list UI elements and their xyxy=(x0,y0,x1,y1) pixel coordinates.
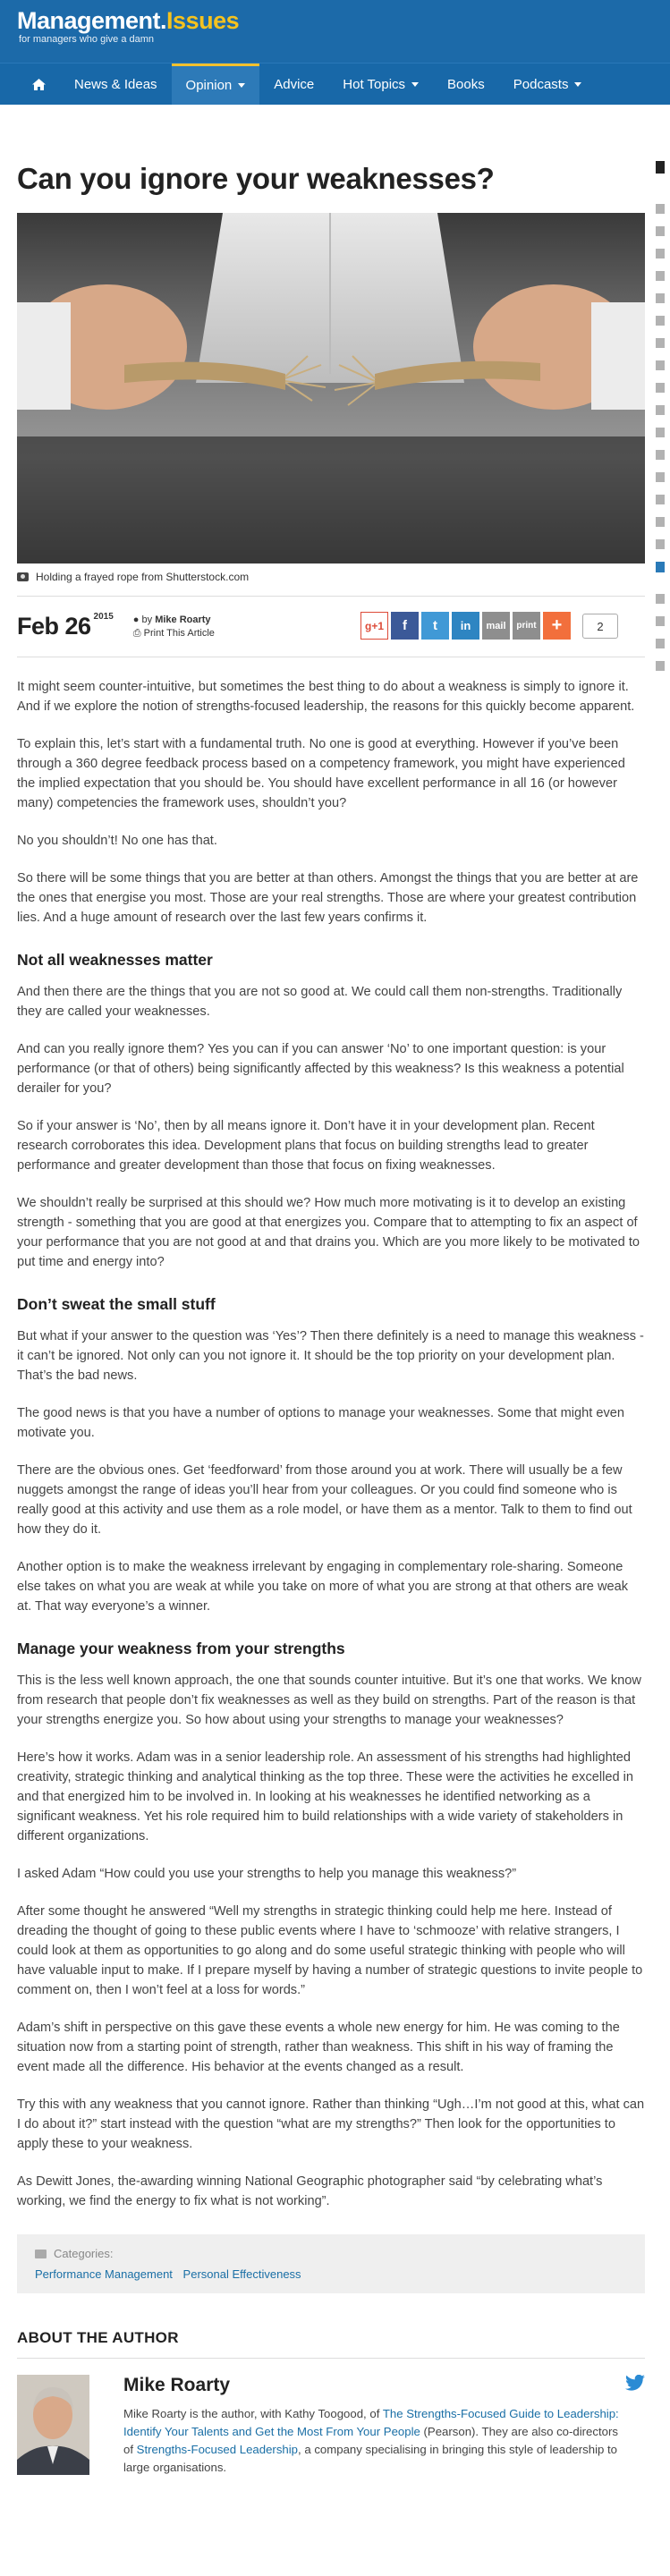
chevron-down-icon xyxy=(411,82,419,87)
article-column xyxy=(17,161,645,2491)
sidebar-item[interactable] xyxy=(656,539,665,549)
twitter-icon: t xyxy=(433,618,437,633)
nav-item-podcasts[interactable] xyxy=(499,64,597,105)
about-author-heading: ABOUT THE AUTHOR xyxy=(17,2329,645,2359)
mail-icon: mail xyxy=(486,620,506,631)
article-paragraph: We shouldn’t really be surprised at this should we? How much more motivating is it to develop an existing strength - something that you are good at that energizes you. Compare that to attempting to fix an aspect of your performance that you are not good at and that drains you. Which are you more likely to be motivated to put time and energy into? xyxy=(17,1196,640,1269)
twitter-share-button[interactable] xyxy=(421,612,449,640)
chevron-down-icon xyxy=(574,82,581,87)
google-plus-icon: g+1 xyxy=(364,619,384,632)
nav-item-books[interactable] xyxy=(433,64,499,105)
company-link[interactable]: Strengths-Focused Leadership xyxy=(136,2443,299,2456)
email-share-button[interactable] xyxy=(482,612,510,640)
share-bar xyxy=(360,612,618,640)
home-icon xyxy=(32,79,46,90)
main-nav xyxy=(0,63,670,105)
article-paragraph: So there will be some things that you are better at than others. Amongst the things that you are better at are the ones that energise you most. Those are your real strengths. Those are where your greatest contribution lies. And a huge amount of research over the last few years confirms it. xyxy=(17,871,639,925)
section-heading: Manage your weakness from your strengths xyxy=(17,1640,345,1657)
sidebar-item[interactable] xyxy=(656,405,665,415)
byline xyxy=(133,614,215,640)
twitter-icon xyxy=(625,2375,645,2391)
image-caption xyxy=(17,571,645,583)
sidebar-heading xyxy=(656,161,665,174)
author-name[interactable]: Mike Roarty xyxy=(155,614,211,625)
article-paragraph: Here’s how it works. Adam was in a senior leadership role. An assessment of his strengths had highlighted creativity, strategic thinking and analytical thinking as the top three. These were the activities he excelled in and that energized him to be involved in. In looking at his weaknesses he identified networking as a significant weakness. Yet his role required him to build relationships with a wide variety of stakeholders in different organizations. xyxy=(17,1750,633,1843)
home-button[interactable] xyxy=(18,64,60,105)
linkedin-share-button[interactable] xyxy=(452,612,479,640)
author-bio xyxy=(123,2405,624,2477)
sidebar-item[interactable] xyxy=(656,428,665,437)
caption-text: Holding a frayed rope from Shutterstock.com xyxy=(36,571,250,583)
google-plus-button[interactable] xyxy=(360,612,388,640)
sidebar-item[interactable] xyxy=(656,204,665,214)
user-icon: ● xyxy=(132,614,142,625)
article-meta xyxy=(17,597,645,657)
bio-text: (Pearson). They are also co-directors of xyxy=(123,2425,618,2456)
site-logo[interactable] xyxy=(17,7,239,45)
nav-item-opinion[interactable] xyxy=(172,64,260,105)
sidebar-item[interactable] xyxy=(656,360,665,370)
category-link[interactable]: Performance Management xyxy=(35,2267,173,2281)
category-link[interactable]: Personal Effectiveness xyxy=(182,2267,301,2281)
folder-icon xyxy=(35,2250,47,2258)
author-name-heading: Mike Roarty xyxy=(123,2375,231,2395)
sidebar-item[interactable] xyxy=(656,639,665,648)
sidebar-item[interactable] xyxy=(656,450,665,460)
sidebar-item[interactable] xyxy=(656,293,665,303)
article-date: Feb 26 xyxy=(17,613,91,640)
sidebar-item[interactable] xyxy=(656,383,665,393)
print-icon: print xyxy=(516,621,537,631)
print-article-link[interactable] xyxy=(133,627,215,640)
categories-box xyxy=(17,2234,645,2293)
sidebar-item[interactable] xyxy=(656,661,665,671)
avatar xyxy=(17,2375,89,2475)
nav-label: Advice xyxy=(274,76,315,92)
nav-item-advice[interactable] xyxy=(259,64,328,105)
nav-label: Books xyxy=(447,76,485,92)
site-tagline: for managers who give a damn xyxy=(19,34,155,45)
twitter-link[interactable] xyxy=(625,2375,645,2394)
nav-label: Podcasts xyxy=(513,76,569,92)
logo-main-text: Management. xyxy=(17,7,167,34)
more-share-button[interactable] xyxy=(543,612,571,640)
share-count: 2 xyxy=(582,614,618,639)
nav-label: Hot Topics xyxy=(343,76,406,92)
bio-text: Mike Roarty is the author, with Kathy Toogood, of xyxy=(123,2407,383,2420)
sidebar-item[interactable] xyxy=(656,594,665,604)
article-paragraph: As Dewitt Jones, the-awarding winning National Geographic photographer said “by celebrating what’s working, we find the energy to fix what is not working”. xyxy=(17,2174,603,2208)
bio-text: , a company specialising in bringing this style of leadership to large organisations. xyxy=(123,2443,618,2474)
sidebar-item[interactable] xyxy=(656,271,665,281)
article-paragraph: I asked Adam “How could you use your strengths to help you manage this weakness?” xyxy=(17,1867,517,1881)
sidebar-item[interactable] xyxy=(656,472,665,482)
sidebar-item[interactable] xyxy=(656,616,665,626)
article-paragraph: This is the less well known approach, the one that sounds counter intuitive. But it’s one that works. We know from research that people don’t fix weaknesses as well as they build on strengths. Part of the reason is that your strengths energize you. So how about using your strengths to manage your weaknesses? xyxy=(17,1674,641,1727)
article-paragraph: But what if your answer to the question was ‘Yes’? Then there definitely is a need to manage this weakness - it can’t be ignored. Not only can you not ignore it. It should be the top priority on your development plan. That’s the bad news. xyxy=(17,1329,644,1383)
article-paragraph: Another option is to make the weakness irrelevant by engaging in complementary role-sharing. Someone else takes on what you are weak at while you take on more of what you are strong at that others are weak at. That way everyone’s a winner. xyxy=(17,1560,629,1614)
article-paragraph: Adam’s shift in perspective on this gave these events a whole new energy for him. He was coming to the situation now from a starting point of strength, rather than weakness. This shift in his way of framing the event made all the difference. His behavior at the events changed as a result. xyxy=(17,2021,620,2074)
sidebar-item[interactable] xyxy=(656,338,665,348)
camera-icon xyxy=(17,572,29,581)
categories-label: Categories: xyxy=(54,2247,114,2260)
print-share-button[interactable] xyxy=(513,612,540,640)
sidebar-item[interactable] xyxy=(656,495,665,504)
linkedin-icon: in xyxy=(460,619,471,632)
chevron-down-icon xyxy=(238,83,245,88)
article-paragraph: And can you really ignore them? Yes you can if you can answer ‘No’ to one important question: is your performance (or that of others) being significantly affected by this weakness? Is this weakness a potential derailer for you? xyxy=(17,1042,624,1096)
sidebar-item[interactable] xyxy=(656,249,665,258)
section-heading: Don’t sweat the small stuff xyxy=(17,1295,216,1313)
article-paragraph: No you shouldn’t! No one has that. xyxy=(17,834,217,848)
article-paragraph: The good news is that you have a number of options to manage your weaknesses. Some that might even motivate you. xyxy=(17,1406,625,1440)
article-year: 2015 xyxy=(93,612,114,622)
site-header xyxy=(0,0,670,63)
plus-icon: + xyxy=(551,615,563,635)
article-hero-image xyxy=(17,213,645,564)
nav-item-news-ideas[interactable] xyxy=(60,64,172,105)
section-heading: Not all weaknesses matter xyxy=(17,951,213,969)
nav-label: Opinion xyxy=(185,78,233,93)
article-paragraph: After some thought he answered “Well my strengths in strategic thinking could help me here. Instead of dreading the thought of going to these public events where I have to ‘schmooze’ with relative strangers, I could look at them as opportunities to go along and do some useful strategic thinking with people who will have valuable input to make. If I prepare myself by having a number of strategic questions to invite people to comment on, then I won’t feel at a loss for words.” xyxy=(17,1904,643,1997)
print-label: Print This Article xyxy=(143,627,215,639)
article-body xyxy=(17,677,645,2211)
print-icon: ⎙ xyxy=(132,627,144,639)
article-paragraph: So if your answer is ‘No’, then by all means ignore it. Don’t have it in your development plan. Recent research corroborates this idea. Development plans that focus on building strengths lead to greater performance and greater development than those that focus on fixing weaknesses. xyxy=(17,1119,595,1173)
sidebar-item[interactable] xyxy=(656,517,665,527)
sidebar-tab[interactable] xyxy=(656,562,665,572)
logo-accent-text: Issues xyxy=(166,7,240,34)
sidebar-item[interactable] xyxy=(656,226,665,236)
nav-label: News & Ideas xyxy=(74,76,157,92)
article-paragraph: Try this with any weakness that you cannot ignore. Rather than thinking “Ugh…I’m not good at this, what can I do about it?” start instead with the question “what are my strengths?” Then look for the opportunities to apply these to your weakness. xyxy=(17,2097,645,2151)
article-paragraph: And then there are the things that you are not so good at. We could call them non-strengths. Traditionally they are called your weaknesses. xyxy=(17,985,623,1019)
article-paragraph: There are the obvious ones. Get ‘feedforward’ from those around you at work. There will usually be a few nuggets amongst the range of ideas you’ll hear from your colleagues. Or you could find someone who is really good at this activity and use them as a role model, or have them as a mentor. Talk to them to find out how they do it. xyxy=(17,1463,632,1537)
author-box xyxy=(17,2375,645,2491)
author-prefix: by xyxy=(141,614,153,625)
nav-item-hot-topics[interactable] xyxy=(328,64,433,105)
page-title: Can you ignore your weaknesses? xyxy=(17,162,495,195)
article-paragraph: To explain this, let’s start with a fundamental truth. No one is good at everything. However if you’ve been through a 360 degree feedback process based on a competency framework, you might have experienced the implied expectation that you should be. You should have excellent performance in all 16 (or however many) competencies the framework uses, shouldn’t you? xyxy=(17,737,625,810)
sidebar-item[interactable] xyxy=(656,316,665,326)
book-link[interactable]: The Strengths-Focused Guide to Leadership: Identify Your Talents and Get the Most From Your People xyxy=(123,2407,619,2438)
facebook-share-button[interactable] xyxy=(391,612,419,640)
article-paragraph: It might seem counter-intuitive, but sometimes the best thing to do about a weakness is simply to ignore it. And if we explore the notion of strengths-focused leadership, the reasons for this quickly become apparent. xyxy=(17,680,635,714)
facebook-icon: f xyxy=(403,618,407,633)
sidebar-edge xyxy=(656,161,670,683)
